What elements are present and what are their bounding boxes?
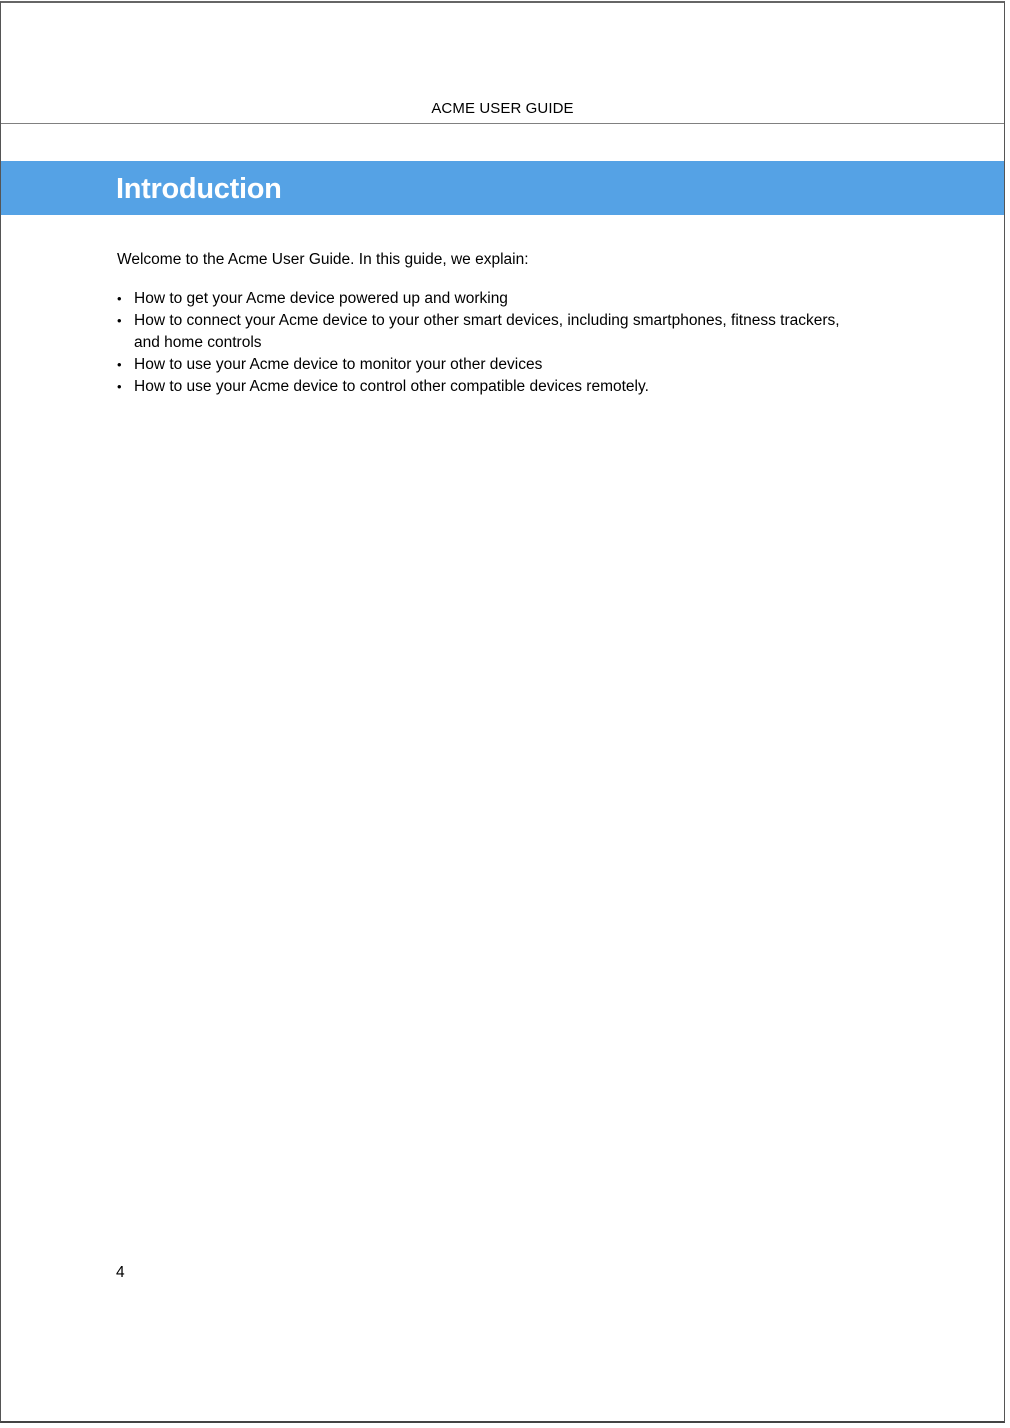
document-page	[0, 1, 1005, 1423]
bullet-icon: •	[117, 379, 122, 394]
intro-paragraph: Welcome to the Acme User Guide. In this guide, we explain:	[117, 251, 529, 268]
list-item	[117, 310, 847, 354]
list-item-text: How to use your Acme device to control other compatible devices remotely.	[134, 378, 649, 395]
section-heading-band	[1, 161, 1004, 215]
section-title: Introduction	[116, 173, 282, 205]
bullet-icon: •	[117, 291, 122, 306]
list-item-text: How to use your Acme device to monitor your other devices	[134, 356, 543, 373]
list-item	[117, 288, 847, 310]
running-header	[1, 3, 1004, 124]
page-number: 4	[116, 1264, 125, 1281]
bullet-list	[117, 288, 847, 398]
list-item-text: How to connect your Acme device to your other smart devices, including smartphones, fitness trackers, and home controls	[134, 312, 840, 351]
list-item	[117, 376, 847, 398]
list-item	[117, 354, 847, 376]
list-item-text: How to get your Acme device powered up and working	[134, 290, 508, 307]
bullet-icon: •	[117, 313, 122, 328]
running-header-title: ACME USER GUIDE	[431, 100, 574, 117]
bullet-icon: •	[117, 357, 122, 372]
